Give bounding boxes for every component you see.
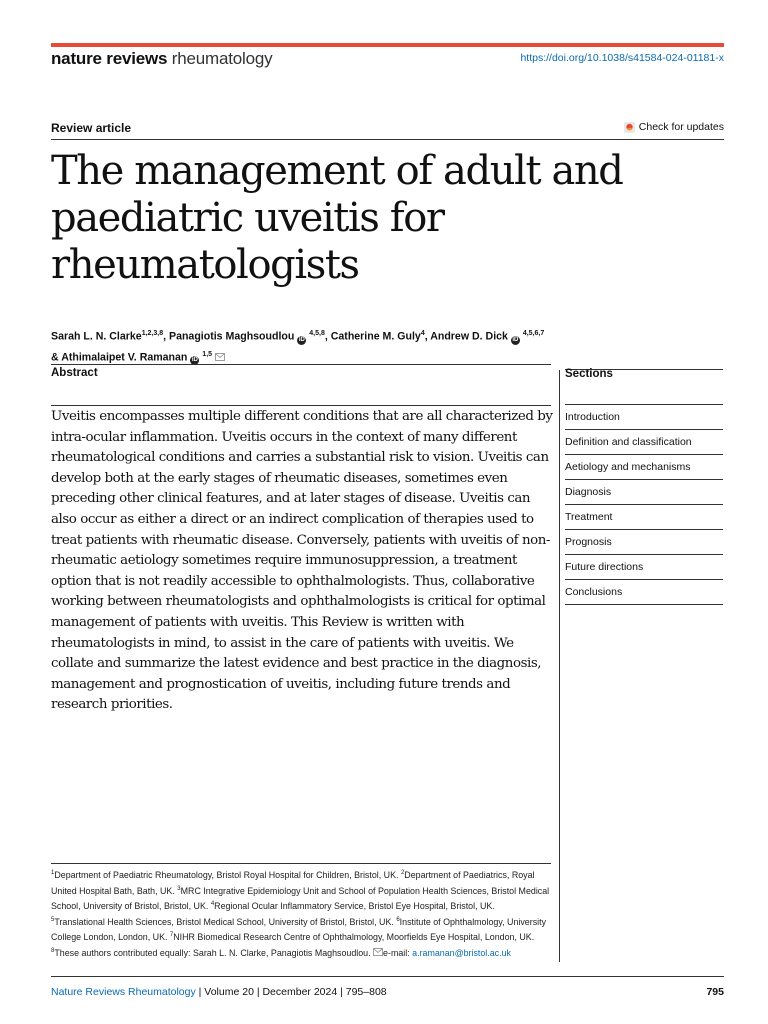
article-title: The management of adult and paediatric uveitis for rheumatologists <box>51 148 623 288</box>
affiliation-number: 3 <box>177 885 181 892</box>
affiliation-text: These authors contributed equally: Sarah L. N. Clarke, Panagiotis Maghsoudlou. <box>54 947 374 958</box>
orcid-icon[interactable]: iD <box>512 336 519 343</box>
affiliation-number: 8 <box>51 947 55 954</box>
column-divider <box>559 370 560 962</box>
check-for-updates-button[interactable] <box>624 121 724 133</box>
footer-journal-link[interactable]: Nature Reviews Rheumatology <box>51 986 196 998</box>
section-link-aetiology-and-mechanisms[interactable]: Aetiology and mechanisms <box>565 455 723 480</box>
doi-link[interactable]: https://doi.org/10.1038/s41584-024-01181-x <box>520 52 724 64</box>
affiliation-text: MRC Integrative Epidemiology Unit and School of Population Health Sciences, Bristol Medical School, University of Bristol, Bristol, UK. <box>51 885 550 912</box>
section-link-treatment[interactable]: Treatment <box>565 505 723 530</box>
author-name[interactable]: & Athimalaipet V. Ramanan <box>51 351 188 364</box>
email-icon <box>373 948 383 956</box>
email-label: e-mail: <box>383 947 413 958</box>
affiliations-rule <box>51 863 551 864</box>
affiliation-number: 2 <box>400 870 405 876</box>
author-affiliation-sup: 4,5,6,7 <box>522 330 545 337</box>
section-link-diagnosis[interactable]: Diagnosis <box>565 480 723 505</box>
sections-heading: Sections <box>565 368 613 380</box>
author-list: Sarah L. N. Clarke$^{1,2,3,8}$, Panagiotis Maghsoudlou iD $^{4,5,8}$, Catherine M. Guly$^4$, Andrew D. Dick iD $^{4,5,6,7}$ & Athimalaipet V. Ramanan iD $^{1,5}$ <box>51 330 545 364</box>
page-number: 795 <box>706 986 724 998</box>
header-accent-bar <box>51 43 724 47</box>
author-name[interactable]: Andrew D. Dick <box>430 330 508 343</box>
affiliations <box>51 867 551 960</box>
author-affiliation-sup: 4,5,8 <box>309 330 325 337</box>
footer-rule <box>51 976 724 977</box>
affiliation-text: Department of Paediatrics, Royal United Hospital Bath, Bath, UK. <box>51 869 535 896</box>
affiliation-text: Regional Ocular Inflammatory Service, Bristol Eye Hospital, Bristol, UK. <box>214 901 495 912</box>
abstract-top-rule <box>51 364 551 365</box>
footer-citation <box>51 986 387 998</box>
journal-name <box>51 49 272 69</box>
affiliation-number: 7 <box>169 932 174 939</box>
check-updates-label: Check for updates <box>638 121 724 133</box>
author-affiliation-sup: 4 <box>420 330 425 337</box>
affiliation-text: Department of Paediatric Rheumatology, Bristol Royal Hospital for Children, Bristol, UK. <box>54 869 401 880</box>
affiliation-number: 1 <box>51 870 55 876</box>
author-affiliation-sup: 1,5 <box>202 350 213 358</box>
author-name[interactable]: Panagiotis Maghsoudlou <box>169 330 295 343</box>
check-updates-icon <box>624 122 635 133</box>
affiliation-text: Translational Health Sciences, Bristol Medical School, University of Bristol, Bristol, UK. <box>54 916 397 927</box>
abstract-text: Uveitis encompasses multiple different conditions that are all characterized by intra-ocular inflammation. Uveitis occurs in the context of many different rheumatological conditions and carries a substantial risk to vision. Uveitis can develop both at the early stages of rheumatic diseases, sometimes even preceding other clinical features, and at later stages of disease. Uveitis can also occur as either a direct or an indirect complication of therapies used to treat patients with rheumatic disease. Conversely, patients with uveitis of non-rheumatic aetiology sometimes require immunosuppression, a treatment option that is not readily accessible to ophthalmologists. Thus, collaborative working between rheumatologists and ophthalmologists is critical for optimal management of patients with uveitis. This Review is written with rheumatologists in mind, to assist in the care of patients with uveitis. We collate and summarize the latest evidence and best practice in the diagnosis, management and prognostication of uveitis, including future trends and research priorities. <box>51 409 553 713</box>
author-name[interactable]: Sarah L. N. Clarke <box>51 330 142 343</box>
orcid-icon[interactable]: iD <box>298 336 305 343</box>
section-link-prognosis[interactable]: Prognosis <box>565 530 723 555</box>
affiliation-number: 5 <box>51 916 55 923</box>
abstract-heading: Abstract <box>51 367 98 379</box>
section-link-conclusions[interactable]: Conclusions <box>565 580 723 605</box>
section-link-definition-and-classification[interactable]: Definition and classification <box>565 430 723 455</box>
email-link[interactable]: a.ramanan@bristol.ac.uk <box>412 947 511 958</box>
journal-name-bold: nature reviews <box>51 49 168 68</box>
email-icon[interactable] <box>215 353 225 361</box>
orcid-icon[interactable]: iD <box>191 357 198 364</box>
section-link-introduction[interactable]: Introduction <box>565 405 723 430</box>
section-link-future-directions[interactable]: Future directions <box>565 555 723 580</box>
affiliation-number: 4 <box>210 901 215 908</box>
abstract-rule <box>51 405 551 406</box>
affiliation-text: Institute of Ophthalmology, University College London, London, UK. <box>51 916 547 943</box>
article-type: Review article <box>51 121 132 135</box>
footer-volume-info: | Volume 20 | December 2024 | 795–808 <box>195 986 387 998</box>
sections-list <box>565 404 723 605</box>
affiliation-number: 6 <box>396 916 400 923</box>
affiliation-text: NIHR Biomedical Research Centre of Ophthalmology, Moorfields Eye Hospital, London, UK. <box>173 932 535 943</box>
top-rule <box>51 139 724 140</box>
author-name[interactable]: Catherine M. Guly <box>330 330 421 343</box>
author-affiliation-sup: 1,2,3,8 <box>141 330 164 337</box>
journal-name-light: rheumatology <box>171 49 273 68</box>
